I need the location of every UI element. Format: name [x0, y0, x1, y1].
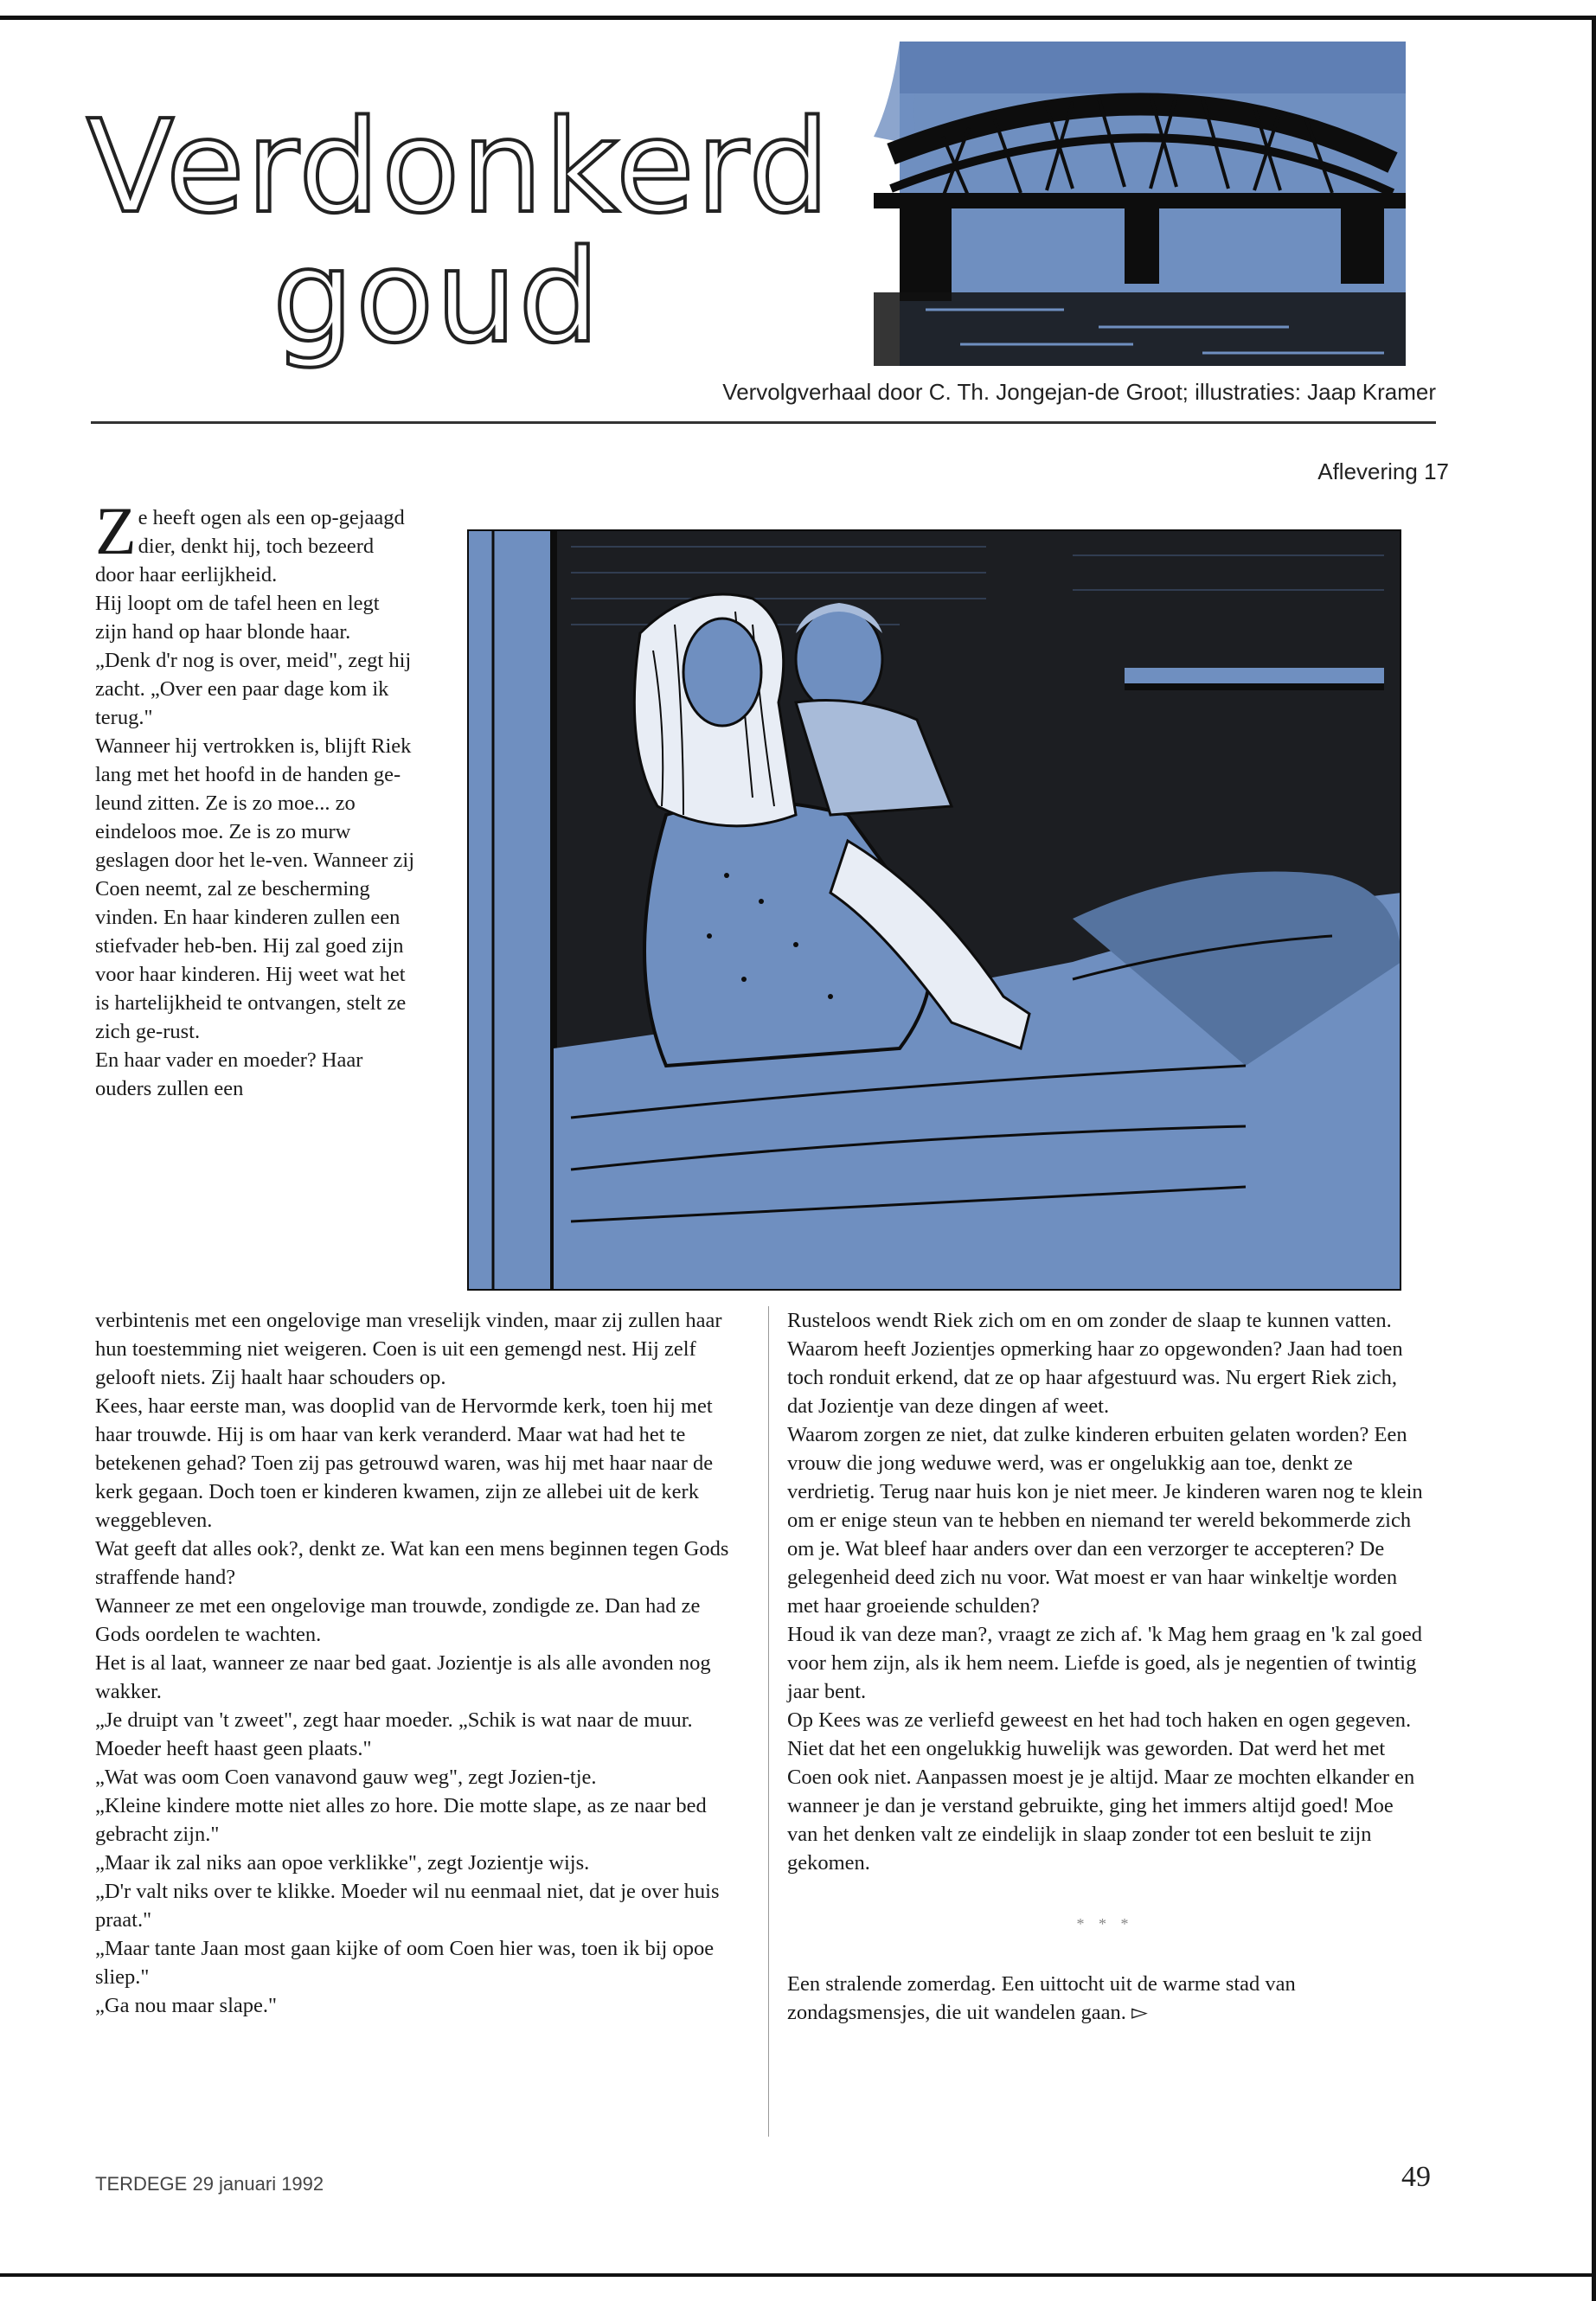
paragraph: Op Kees was ze verliefd geweest en het had toch haken en ogen gegeven. Niet dat het een ongelukkig huwelijk was geworden. Dat werd het met Coen ook niet. Aanpassen moest je je altijd. Maar ze mochten elkander en wanneer je dan je verstand gebruikte, ging het immers altijd goed! Moe van het denken valt ze eindelijk in slaap zonder tot een besluit te zijn gekomen. [787, 1708, 1415, 1875]
paragraph: verbintenis met een ongelovige man vreselijk vinden, maar zij zullen haar hun toestemming niet weigeren. Coen is uit een gemengd nest. Hij zelf gelooft niets. Zij haalt haar schouders op. [95, 1309, 722, 1389]
episode-number: Aflevering 17 [1317, 458, 1449, 484]
paragraph: Houd ik van deze man?, vraagt ze zich af. 'k Mag hem graag en 'k zal goed voor hem zijn, als ik hem neem. Liefde is goed, als je negentien of twintig jaar bent. [787, 1623, 1422, 1703]
closing-paragraph: Een stralende zomerdag. Een uittocht uit de warme stad van zondagsmensjes, die uit wandelen gaan. ▻ [787, 1972, 1296, 2024]
story-title [87, 93, 832, 371]
right-column [787, 1306, 1423, 2027]
paragraph: Wanneer hij vertrokken is, blijft Riek lang met het hoofd in de handen ge-leund zitten. Ze is zo moe... zo eindeloos moe. Ze is zo murw geslagen door het le-ven. Wanneer zij Coen neemt, zal ze bescherming vinden. En haar kinderen zullen een stiefvader heb-ben. Hij zal goed zijn voor haar kinderen. Hij weet wat het is hartelijkheid te ontvangen, stelt ze zich ge-rust. [95, 734, 415, 1043]
header-divider [91, 421, 1436, 424]
right-border [1592, 16, 1596, 2301]
title-line-1: Verdonkerd [87, 93, 832, 241]
bottom-border [0, 2273, 1596, 2277]
section-separator: * * * [1076, 1915, 1134, 1932]
paragraph: Rusteloos wendt Riek zich om en om zonder de slaap te kunnen vatten. Waarom heeft Jozientjes opmerking haar zo opgewonden? Jaan had toen toch ronduit erkend, dat ze op haar afgestuurd was. Nu ergert Riek zich, dat Jozientje van deze dingen af weet. [787, 1309, 1403, 1418]
paragraph: Kees, haar eerste man, was dooplid van de Hervormde kerk, toen hij met haar trouwde. Hij is om haar van kerk veranderd. Maar wat had het te betekenen gehad? Toen zij pas getrouwd waren, was hij met haar naar de kerk gegaan. Doch toen er kinderen kwamen, zijn ze allebei uit de kerk weggebleven. [95, 1394, 714, 1532]
page-number: 49 [1401, 2161, 1431, 2193]
left-column [95, 1306, 740, 2020]
paragraph: Het is al laat, wanneer ze naar bed gaat. Jozientje is als alle avonden nog wakker. [95, 1651, 711, 1703]
column-divider [768, 1306, 769, 2137]
paragraph: „Ga nou maar slape." [95, 1994, 277, 2017]
paragraph: Waarom zorgen ze niet, dat zulke kinderen erbuiten gelaten worden? Een vrouw die jong weduwe werd, was er ongelukkig aan toe, denkt ze verdrietig. Terug naar huis kon je niet meer. Je kinderen waren nog te klein om er enige steun van te hebben en niemand ter wereld bekommerde zich om je. Wat bleef haar anders over dan een verzorger te accepteren? De gelegenheid deed zich nu voor. Wat moest er van haar winkeltje worden met haar groeiende schulden? [787, 1423, 1423, 1618]
paragraph: „Wat was oom Coen vanavond gauw weg", zegt Jozien-tje. [95, 1766, 597, 1789]
paragraph: Wanneer ze met een ongelovige man trouwde, zondigde ze. Dan had ze Gods oordelen te wachten. [95, 1594, 701, 1646]
paragraph: „Denk d'r nog is over, meid", zegt hij zacht. „Over een paar dage kom ik terug." [95, 649, 412, 729]
bedroom-scene-illustration [467, 529, 1401, 1291]
opening-text: e heeft ogen als een op-gejaagd dier, denkt hij, toch bezeerd door haar eerlijkheid. [95, 506, 405, 586]
paragraph: „Maar ik zal niks aan opoe verklikke", zegt Jozientje wijs. [95, 1851, 590, 1875]
bridge-illustration [874, 33, 1406, 375]
drop-cap: Z [95, 493, 137, 568]
publication-footer: TERDEGE 29 januari 1992 [95, 2173, 324, 2195]
paragraph: „Maar tante Jaan most gaan kijke of oom Coen hier was, toen ik bij opoe sliep." [95, 1937, 715, 1989]
byline: Vervolgverhaal door C. Th. Jongejan-de Groot; illustraties: Jaap Kramer [722, 379, 1436, 405]
paragraph: En haar vader en moeder? Haar ouders zullen een [95, 1048, 363, 1100]
top-border [0, 16, 1596, 20]
paragraph: „Je druipt van 't zweet", zegt haar moeder. „Schik is wat naar de muur. Moeder heeft haast geen plaats." [95, 1708, 693, 1760]
opening-paragraph [95, 493, 415, 589]
paragraph: „Kleine kindere motte niet alles zo hore. Die motte slape, as ze naar bed gebracht zijn." [95, 1794, 707, 1846]
paragraph: „D'r valt niks over te klikke. Moeder wil nu eenmaal niet, dat je over huis praat." [95, 1880, 720, 1932]
title-line-2: goud [272, 222, 602, 371]
paragraph: Wat geeft dat alles ook?, denkt ze. Wat kan een mens beginnen tegen Gods straffende hand? [95, 1537, 729, 1589]
intro-column [95, 493, 415, 1103]
paragraph: Hij loopt om de tafel heen en legt zijn hand op haar blonde haar. [95, 592, 380, 644]
